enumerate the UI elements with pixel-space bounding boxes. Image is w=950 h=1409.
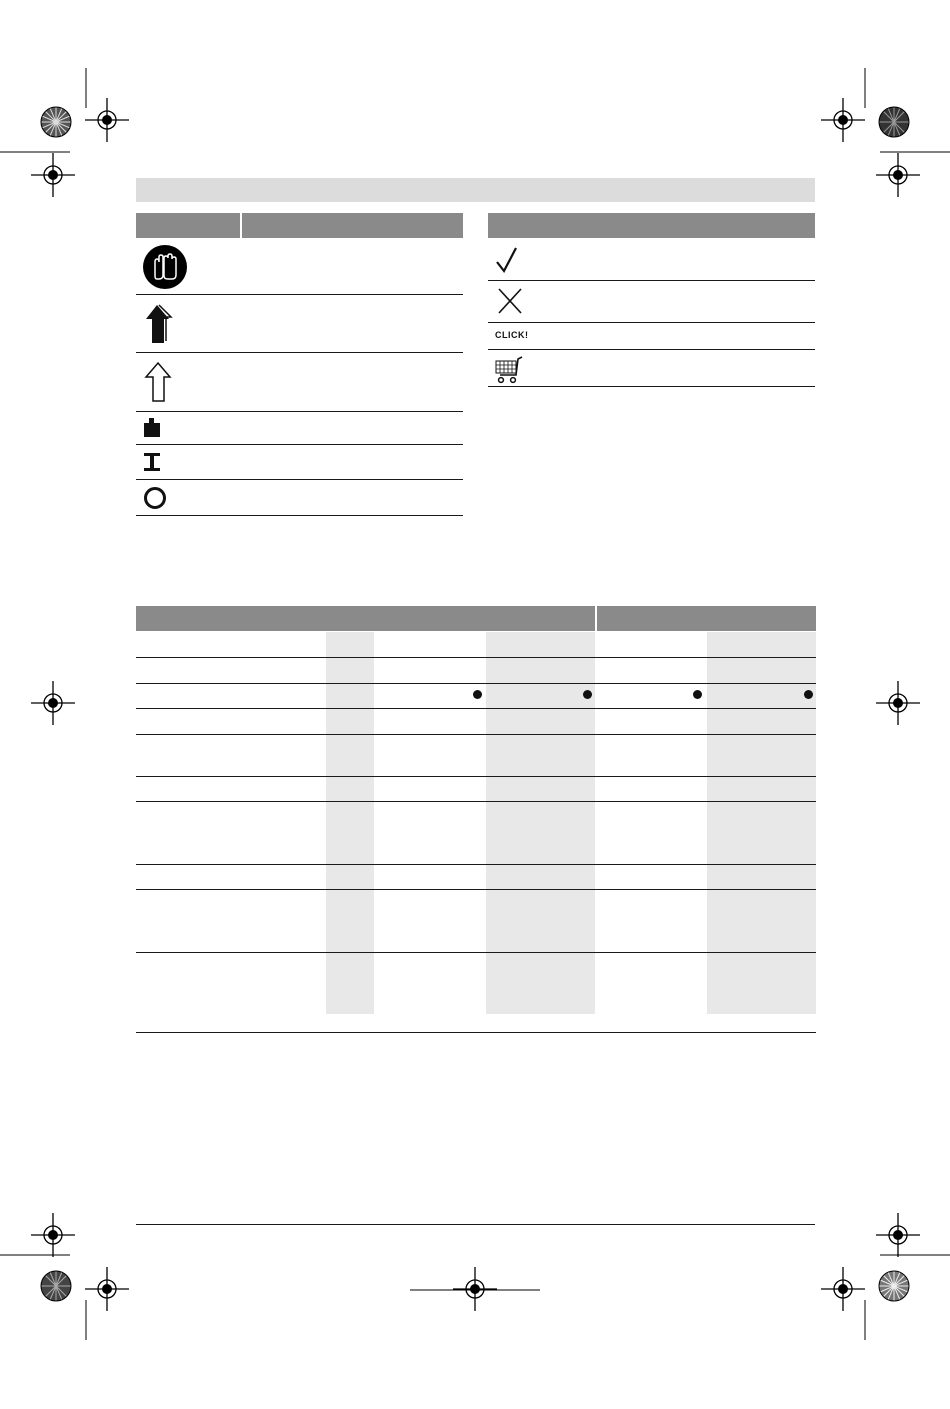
header-band: [136, 178, 815, 202]
filled-arrow-up-icon: [144, 303, 174, 345]
shaded-column: [326, 632, 374, 1014]
outline-arrow-up-icon: [144, 361, 174, 403]
footer-rule: [136, 1224, 815, 1225]
crosshair-target: [31, 153, 75, 197]
weight-icon: [143, 417, 163, 439]
crosshair-target: [85, 98, 129, 142]
off-switch-icon: [143, 486, 167, 510]
bullet-dot: [473, 690, 482, 699]
spec-header-right: [597, 606, 816, 631]
shopping-cart-icon: [492, 355, 528, 385]
starburst-target: [878, 1270, 910, 1302]
spec-header-left: [136, 606, 595, 631]
crosshair-target: [876, 681, 920, 725]
gloves-icon: [142, 244, 188, 290]
click-label: CLICK!: [495, 330, 529, 340]
starburst-target: [40, 1270, 72, 1302]
on-switch-icon: [143, 451, 163, 473]
crosshair-target: [876, 153, 920, 197]
bullet-dot: [693, 690, 702, 699]
table-header-col2: [242, 213, 463, 238]
crosshair-target: [821, 1267, 865, 1311]
table-header-col1: [136, 213, 240, 238]
table-header: [488, 213, 815, 238]
crosshair-target: [876, 1213, 920, 1257]
crosshair-target: [31, 1213, 75, 1257]
crosshair-target: [85, 1267, 129, 1311]
crosshair-target: [821, 98, 865, 142]
starburst-target: [878, 106, 910, 138]
shaded-column: [707, 632, 816, 1014]
bullet-dot: [583, 690, 592, 699]
bullet-dot: [804, 690, 813, 699]
crosshair-target: [31, 681, 75, 725]
starburst-target: [40, 106, 72, 138]
shaded-column: [486, 632, 595, 1014]
crosshair-line: [410, 1289, 540, 1291]
checkmark-icon: [495, 246, 519, 274]
cross-icon: [497, 287, 523, 315]
